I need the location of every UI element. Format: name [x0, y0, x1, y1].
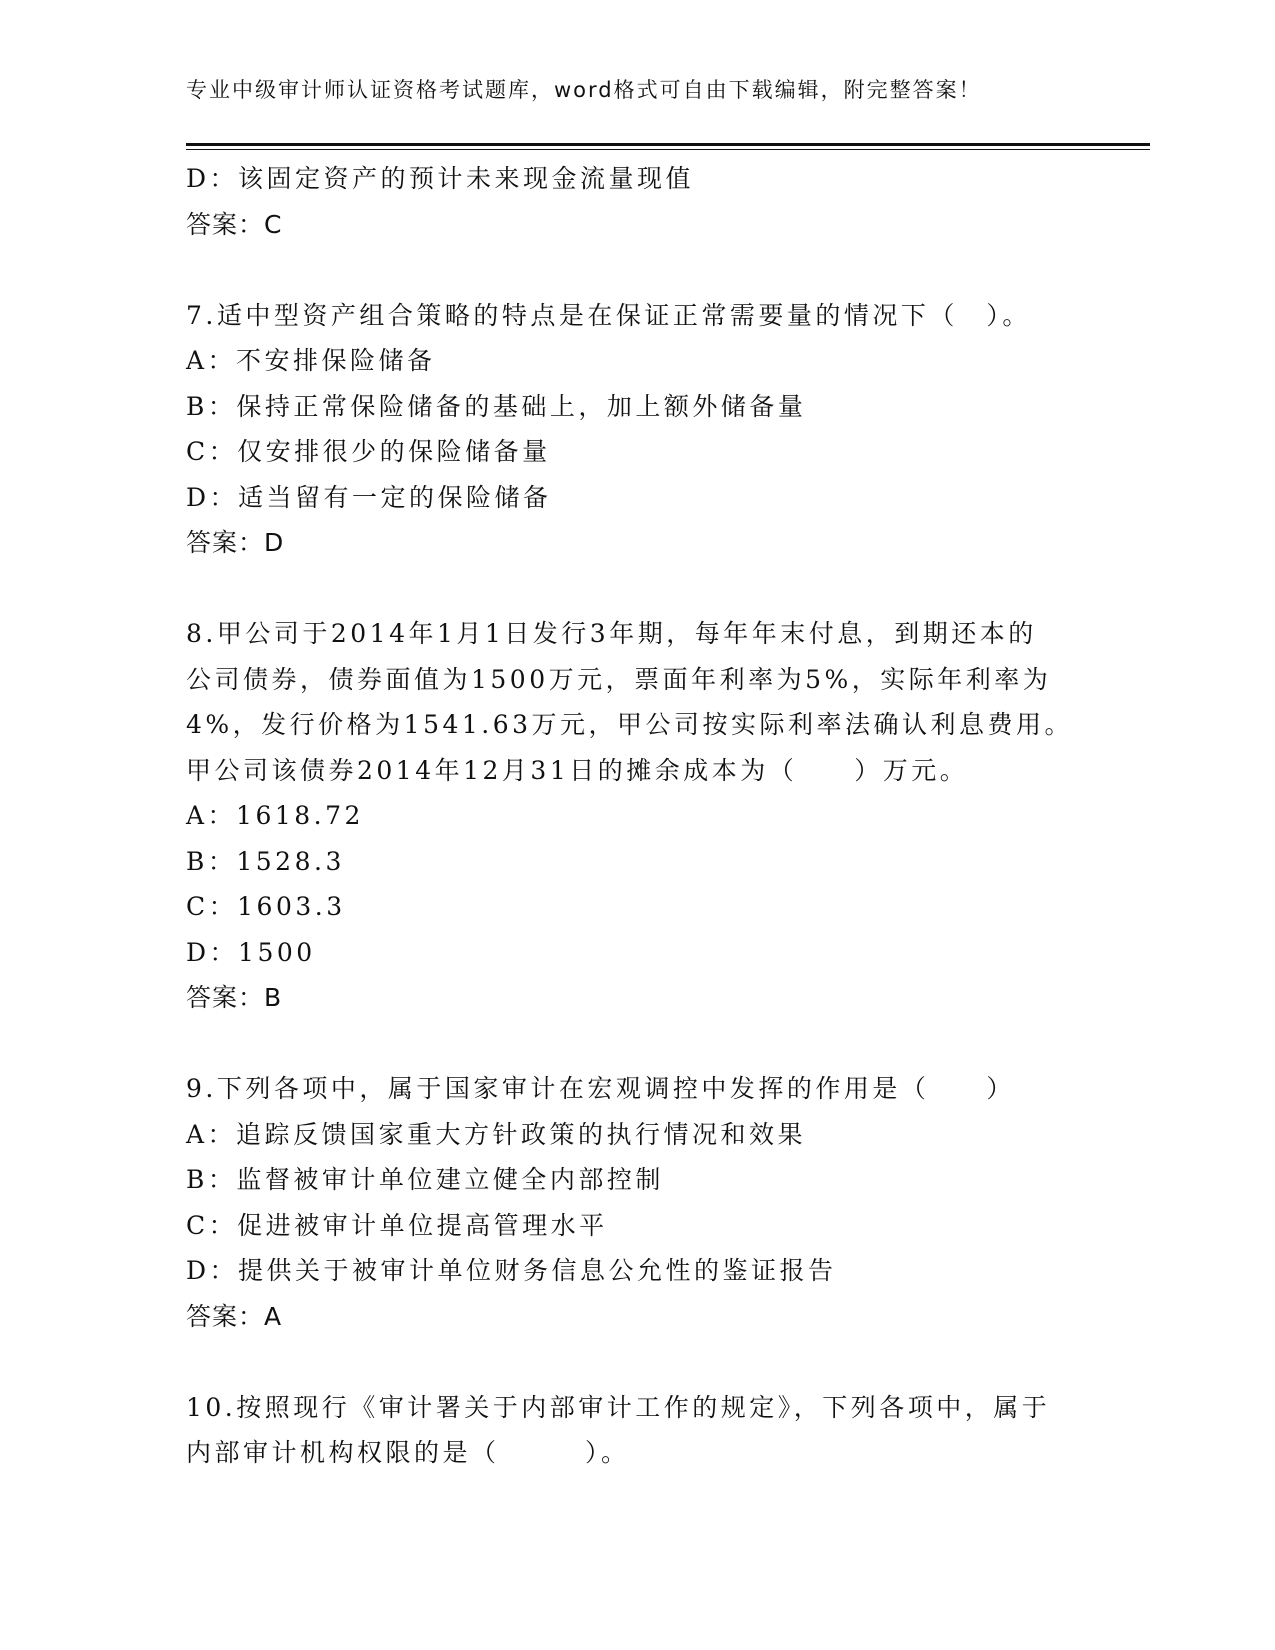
question-7: [186, 293, 1106, 566]
header-rule-thick: [186, 143, 1150, 146]
option-a: A：1618.72: [186, 801, 364, 830]
question-stem-line: 内部审计机构权限的是（ ）。: [186, 1438, 630, 1467]
option-a: A：追踪反馈国家重大方针政策的执行情况和效果: [186, 1119, 807, 1149]
question-10: [186, 1385, 1106, 1476]
option-d: D：提供关于被审计单位财务信息公允性的鉴证报告: [186, 1256, 837, 1285]
document-body: [186, 156, 1106, 1476]
answer: 答案：D: [186, 528, 285, 557]
option-c: C：促进被审计单位提高管理水平: [186, 1210, 608, 1240]
option-b: B：1528.3: [186, 846, 345, 876]
question-stem-line: 甲公司该债券2014年12月31日的摊余成本为（ ）万元。: [186, 755, 969, 785]
header-rule-thin: [186, 149, 1150, 150]
question-stem: 9.下列各项中，属于国家审计在宏观调控中发挥的作用是（ ）: [186, 1074, 1015, 1103]
question-stem-line: 公司债券，债券面值为1500万元，票面年利率为5%，实际年利率为: [186, 664, 1052, 694]
question-stem-line: 8.甲公司于2014年1月1日发行3年期，每年年末付息，到期还本的: [186, 619, 1037, 648]
option-c: C：1603.3: [186, 892, 346, 921]
option-d: D：适当留有一定的保险储备: [186, 482, 552, 512]
question-stem-line: 10.按照现行《审计署关于内部审计工作的规定》，下列各项中，属于: [186, 1392, 1051, 1422]
answer: 答案：A: [186, 1301, 283, 1331]
question-stem: 7.适中型资产组合策略的特点是在保证正常需要量的情况下（ ）。: [186, 300, 1031, 330]
option-b: B：监督被审计单位建立健全内部控制: [186, 1165, 664, 1194]
option-a: A：不安排保险储备: [186, 346, 436, 375]
question-stem-line: 4%，发行价格为1541.63万元，甲公司按实际利率法确认利息费用。: [186, 710, 1074, 739]
answer: 答案：B: [186, 983, 283, 1012]
option-b: B：保持正常保险储备的基础上，加上额外储备量: [186, 391, 807, 421]
option-d: D：1500: [186, 937, 316, 967]
option-c: C：仅安排很少的保险储备量: [186, 437, 551, 466]
prev-answer: 答案：C: [186, 209, 283, 239]
question-9: [186, 1066, 1106, 1339]
question-8: [186, 611, 1106, 1021]
prev-option-d: D：该固定资产的预计未来现金流量现值: [186, 164, 695, 193]
page-header: 专业中级审计师认证资格考试题库，word格式可自由下载编辑，附完整答案！: [186, 78, 982, 102]
